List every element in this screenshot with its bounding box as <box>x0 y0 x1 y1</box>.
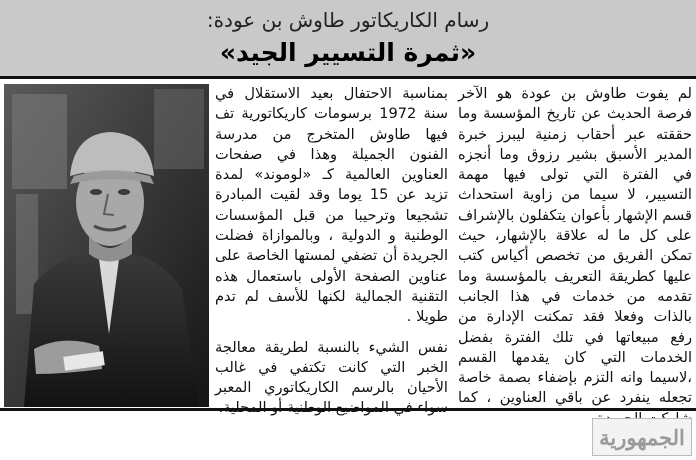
portrait-photo <box>4 84 209 407</box>
masthead-logo <box>592 418 692 456</box>
column-middle-paragraph-2: نفس الشيء بالنسبة لطريقة معالجة الخبر التي كانت تكتفي في غالب الأحيان بالرسم الكاريكاتوري المعبر <box>215 338 448 397</box>
article-column-middle <box>215 84 448 419</box>
article-headline: «ثمرة التسيير الجيد» <box>219 38 477 67</box>
article-header <box>0 0 696 79</box>
portrait-illustration <box>4 84 209 407</box>
bottom-rule <box>0 408 696 411</box>
column-right-text: لم يفوت طاوش بن عودة هو الآخر فرصة الحديث عن تاريخ المؤسسة وما حققته عبر أحقاب زمنية ليبرز خبرة المدير الأسبق بشير رزوق وما أنجزه في الفترة التي تولى فيها مهمة التسيير، لا سيما من زاوية استحداث قسم الإشهار بأعوان يتكفلون بالإشراف على كل ما له علاقة بالإشهار، حيث تمكن الفريق من تخصص أكياس كتب عليها كطريقة التعريف بالمؤسسة وما تقدمه من خدمات في هذا الجانب بالذات وفعلا فقد تمكنت الإدارة من رفع مبيعاتها في تلك الفترة بفضل الخدمات التي كان يقدمها القسم ،لاسيما وانه التزم بإضفاء بصمة خاصة تجعله ينفرد عن باقي العناوين ، كما <box>458 85 692 407</box>
article-kicker: رسام الكاريكاتور طاوش بن عودة: <box>206 8 490 32</box>
article-column-right <box>458 84 692 429</box>
masthead-text: الجمهورية <box>599 424 685 450</box>
column-middle-paragraph-1: بمناسبة الاحتفال بعيد الاستقلال في سنة 1972 برسومات كاريكاتورية تف فيها طاوش المتخرج من مدرسة الفنون الجميلة وهذا في صفحات العناوين العالمية كـ «لوموند» لمدة تزيد عن 15 يوما وقد لقيت المبادرة تشجيعا وترحيبا من قبل المؤسسات الوطنية و الدولية ، وبالموازاة فضلت الجريدة أن تضفي لمستها الخاصة على عناوين الصفحة الأولى باستعمال هذه التقنية الجمالية لكنها للأسف لم تدم طويلا . <box>215 85 448 326</box>
